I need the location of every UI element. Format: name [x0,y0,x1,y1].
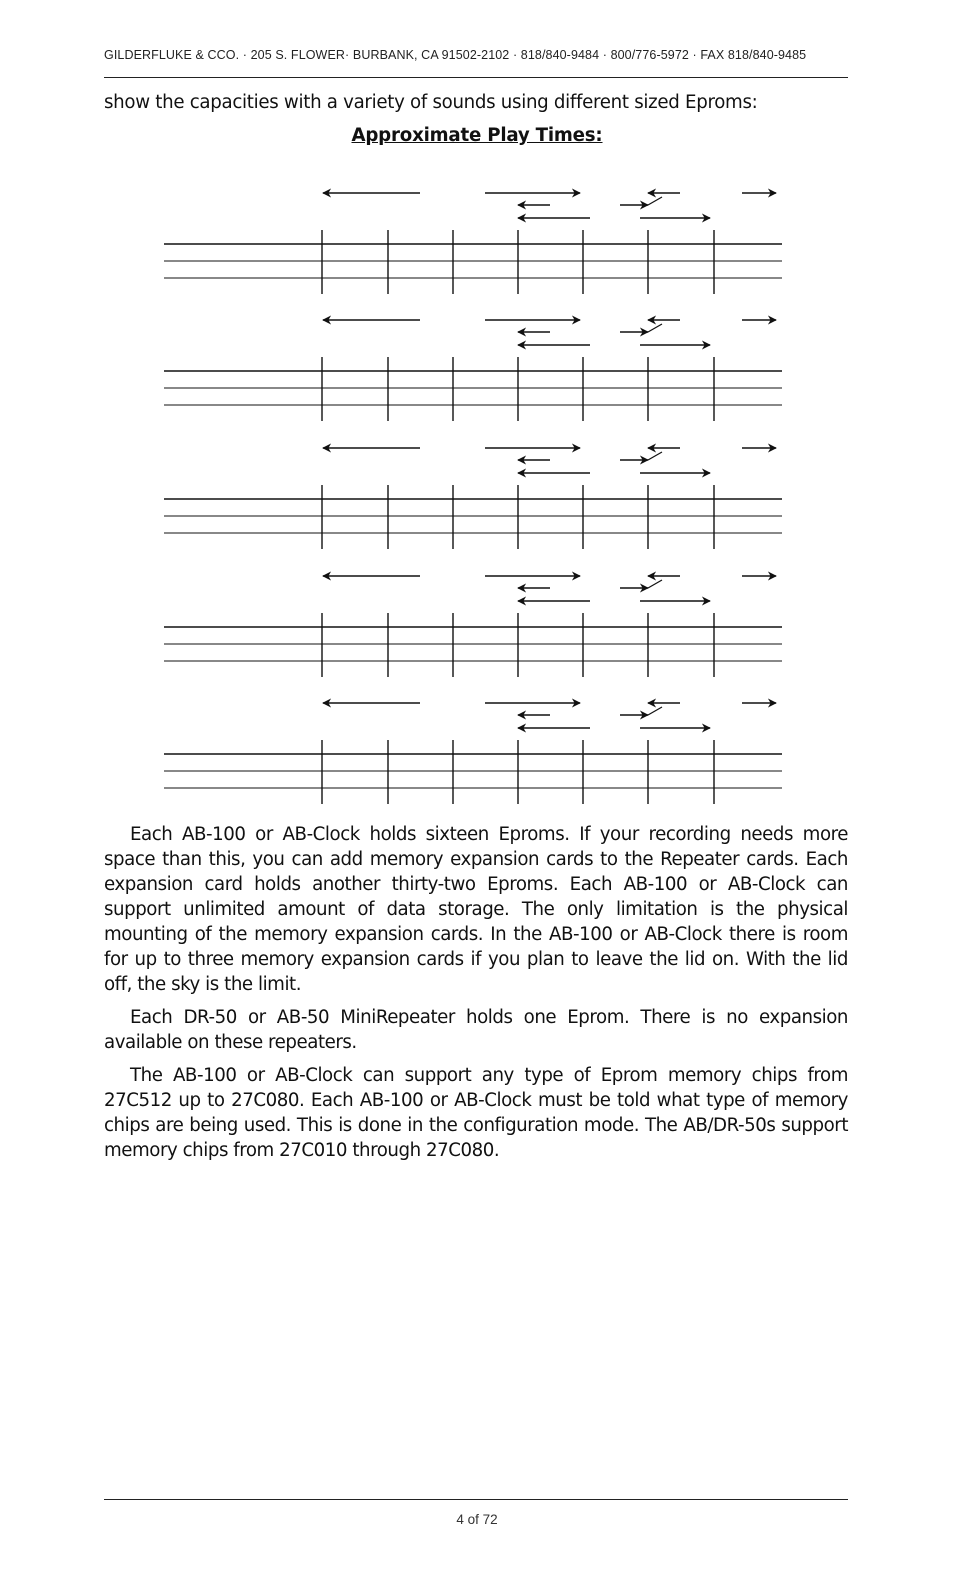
header-separator: · [602,48,607,62]
body-text [104,822,848,1171]
phone-1: 818/840-9484 [520,48,600,62]
footer-rule [104,1499,848,1500]
street-prefix: 205 S. F [250,48,299,62]
arrow-connector [648,324,662,332]
company-co: O. [225,48,240,62]
section-title: Approximate Play Times: [351,125,603,146]
page-number: 4 of 72 [456,1512,498,1527]
page-header: GILDERFLUKE & CCO. · 205 S. FLOWER· BURBANK, CA 91502-2102 · 818/840-9484 · 800/776-5972 · FAX 818/840-9485 [104,48,807,62]
arrow-connector [648,707,662,715]
street-name: LOWER [298,48,346,62]
city-name: URBANK [361,48,415,62]
intro-text: show the capacities with a variety of sounds using different sized Eproms: [104,92,758,113]
state-initial: C [421,48,431,62]
arrow-connector [648,197,662,205]
paragraph-memory-chips: The AB-100 or AB-Clock can support any type of Eprom memory chips from 27C512 up to 27C080. Each AB-100 or AB-Clock must be told what type of memory chips are being used. This is done in the configuration mode. The AB/DR-50s support memory chips from 27C010 through 27C080. [104,1065,848,1161]
header-separator: · [692,48,697,62]
company-name: ILDERFLUKE & C [113,48,217,62]
city-initial: B [352,48,362,62]
arrow-connector [648,452,662,460]
header-separator: · [345,48,350,62]
state-zip: A 91502-2102 [430,48,510,62]
arrow-connector [648,580,662,588]
fax-label: FAX [700,48,725,62]
paragraph-minirepeater: Each DR-50 or AB-50 MiniRepeater holds one Eprom. There is no expansion available on these repeaters. [104,1007,848,1053]
paragraph-expansion: Each AB-100 or AB-Clock holds sixteen Eproms. If your recording needs more space than this, you can add memory expansion cards to the Repeater cards. Each expansion card holds another thirty-two Eproms. Each AB-100 or AB-Clock can support unlimited amount of data storage. The only limitation is the physical mounting of the memory expansion cards. In the AB-100 or AB-Clock there is room for up to three memory expansion cards if you plan to leave the lid on. With the lid off, the sky is the limit. [104,824,848,995]
header-separator: · [242,48,248,62]
header-separator: · [512,48,518,62]
phone-2: 800/776-5972 [610,48,689,62]
company-initial: G [104,48,114,62]
company-co-initial: C [216,48,226,62]
fax-number: 818/840-9485 [727,48,807,62]
